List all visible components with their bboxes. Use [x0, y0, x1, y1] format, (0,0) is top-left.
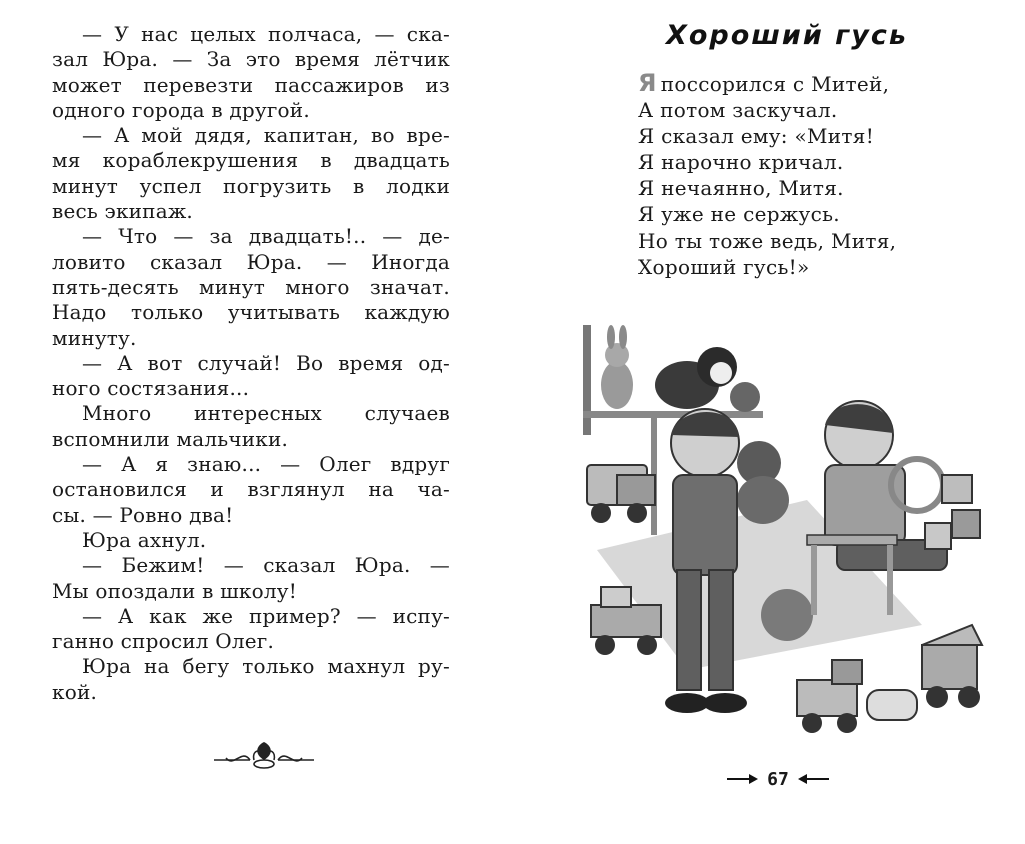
text-line: мя кораблекрушения в двадцать	[52, 148, 450, 173]
paragraph	[52, 654, 450, 705]
text-line: может перевезти пассажиров из	[52, 72, 450, 97]
text-line: Надо только учитывать каждую	[52, 300, 450, 325]
paragraph	[52, 22, 450, 123]
text-line: — У нас целых полчаса, — ска-	[82, 22, 450, 46]
poem-line: Я сказал ему: «Митя!	[638, 124, 875, 149]
text-line: Юра на бегу только махнул ру-	[82, 654, 450, 679]
poem-first-line: поссорился с Митей,	[660, 72, 890, 96]
paragraph	[52, 553, 450, 604]
paragraph	[52, 401, 450, 452]
paragraph	[52, 452, 450, 528]
text-line: ганно спросил Олег.	[52, 629, 275, 654]
text-line: ловито сказал Юра. — Иногда	[52, 249, 450, 274]
illustration-boys-with-toys	[577, 325, 987, 745]
page-number	[716, 766, 840, 792]
paragraph	[52, 123, 450, 224]
arrow-left-icon	[797, 773, 831, 785]
text-line: — А вот случай! Во время од-	[82, 350, 450, 375]
text-line: Юра ахнул.	[82, 527, 207, 552]
poem-line: А потом заскучал.	[638, 98, 838, 123]
poem-line: Я нечаянно, Митя.	[638, 176, 844, 201]
poem-line: Хороший гусь!»	[638, 254, 810, 279]
paragraph	[52, 528, 450, 553]
arrow-right-icon	[725, 773, 759, 785]
poem-line	[638, 70, 938, 97]
text-line: пять-десять минут много значат.	[52, 274, 450, 299]
text-line: сы. — Ровно два!	[52, 502, 234, 527]
text-line: — А мой дядя, капитан, во вре-	[82, 123, 450, 148]
text-line: минут успел погрузить в лодки	[52, 173, 450, 198]
dropcap: Я	[638, 69, 657, 97]
poem-line: Я уже не сержусь.	[638, 202, 840, 227]
text-line: одного города в другой.	[52, 97, 310, 122]
poem-line: Но ты тоже ведь, Митя,	[638, 228, 897, 253]
text-line: кой.	[52, 679, 98, 704]
text-line: ного состязания...	[52, 376, 250, 401]
paragraph	[52, 604, 450, 655]
text-line: — А я знаю... — Олег вдруг	[82, 452, 450, 477]
text-line: остановился и взглянул на ча-	[52, 477, 450, 502]
ornament-icon	[212, 738, 316, 772]
text-line: весь экипаж.	[52, 199, 193, 224]
text-line: Много интересных случаев	[82, 401, 450, 426]
paragraph	[52, 351, 450, 402]
text-line: минуту.	[52, 325, 137, 350]
text-line: зал Юра. — За это время лётчик	[52, 47, 450, 72]
text-line: — А как же пример? — испу-	[82, 603, 450, 628]
text-line: — Что — за двадцать!.. — де-	[82, 224, 450, 249]
poem-line: Я нарочно кричал.	[638, 150, 844, 175]
left-page-text	[52, 22, 450, 705]
text-line: Мы опоздали в школу!	[52, 578, 297, 603]
text-line: — Бежим! — сказал Юра. —	[82, 553, 450, 578]
text-line: вспомнили мальчики.	[52, 426, 289, 451]
poem-text	[638, 70, 938, 280]
page-number-text: 67	[767, 768, 789, 790]
poem-title: Хороший гусь	[666, 20, 908, 51]
paragraph	[52, 224, 450, 350]
